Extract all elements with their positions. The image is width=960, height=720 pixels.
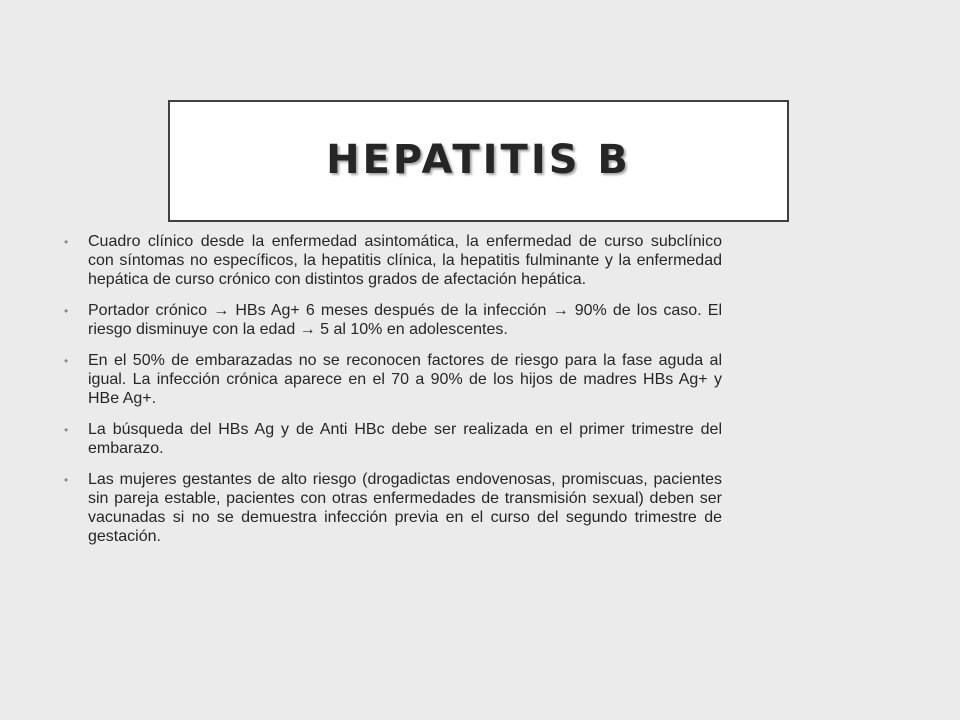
bullet-icon: •	[64, 473, 69, 487]
bullet-text: Las mujeres gestantes de alto riesgo (drogadictas endovenosas, promiscuas, pacientes sin pareja estable, pacientes con otras enfermedades de transmisión sexual) deben ser vacunadas si no se demuestra infección previa en el curso del segundo trimestre de gestación.	[88, 471, 722, 545]
bullet-text: La búsqueda del HBs Ag y de Anti HBc debe ser realizada en el primer trimestre del embarazo.	[88, 421, 722, 457]
bullet-icon: •	[64, 423, 69, 437]
bullet-item-4	[62, 420, 722, 458]
bullet-text: Portador crónico → HBs Ag+ 6 meses después de la infección → 90% de los caso. El riesgo disminuye con la edad → 5 al 10% en adolescentes.	[88, 302, 722, 338]
bullet-text: Cuadro clínico desde la enfermedad asintomática, la enfermedad de curso subclínico con síntomas no específicos, la hepatitis clínica, la hepatitis fulminante y la enfermedad hepática de curso crónico con distintos grados de afectación hepática.	[88, 233, 722, 288]
bullet-icon: •	[64, 304, 69, 318]
bullet-icon: •	[64, 354, 69, 368]
title-box	[168, 100, 789, 222]
bullet-text: En el 50% de embarazadas no se reconocen factores de riesgo para la fase aguda al igual. La infección crónica aparece en el 70 a 90% de los hijos de madres HBs Ag+ y HBe Ag+.	[88, 352, 722, 407]
bullet-list	[62, 232, 722, 558]
bullet-item-3	[62, 351, 722, 408]
bullet-item-1	[62, 232, 722, 289]
bullet-item-5	[62, 470, 722, 546]
bullet-item-2	[62, 301, 722, 339]
bullet-icon: •	[64, 235, 69, 249]
slide-title: HEPATITIS B	[326, 137, 631, 183]
